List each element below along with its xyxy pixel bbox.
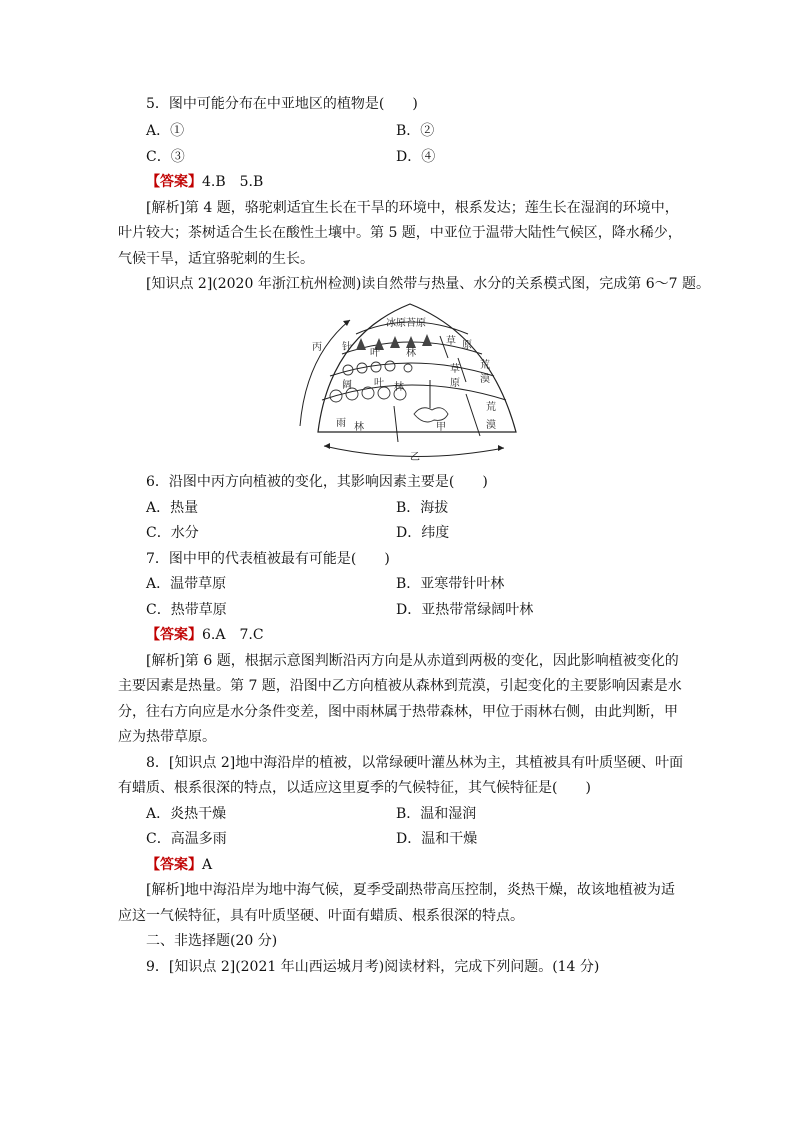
q8-option-d: D．温和干燥	[396, 831, 478, 847]
explanation-8-line-2: 应这一气候特征，具有叶质坚硬、叶面有蜡质、根系很深的特点。	[118, 908, 524, 924]
answer-tag: 【答案】	[146, 857, 202, 873]
explanation-6-7-line-2: 主要因素是热量。第 7 题，沿图中乙方向植被从森林到荒漠，引起变化的主要影响因素是水	[118, 678, 682, 694]
savanna-shape	[414, 408, 448, 422]
q6-option-d: D．纬度	[396, 525, 450, 541]
explanation-8-line-1: [解析]地中海沿岸为地中海气候，夏季受副热带高压控制，炎热干燥，故该地植被为适	[146, 882, 675, 898]
arrow-bing	[300, 320, 350, 426]
question-6-stem: 6．沿图中丙方向植被的变化，其影响因素主要是( )	[146, 474, 488, 490]
divider-5	[466, 394, 480, 436]
q5-option-c: C．③	[146, 149, 185, 165]
answer-6-7	[146, 625, 264, 645]
answer-value: 6.A 7.C	[202, 627, 264, 643]
label-mo2: 漠	[486, 420, 496, 431]
q8-option-c: C．高温多雨	[146, 831, 227, 847]
intro-6-7: [知识点 2](2020 年浙江杭州检测)读自然带与热量、水分的关系模式图，完成第 6～7 题。	[146, 276, 710, 292]
explanation-4-5-line-2: 叶片较大；茶树适合生长在酸性土壤中。第 5 题，中亚位于温带大陆性气候区，降水稀少，	[118, 225, 682, 241]
label-yuan1: 原	[462, 340, 472, 351]
q5-option-a: A．①	[146, 123, 185, 139]
explanation-4-5-line-1: [解析]第 4 题，骆驼刺适宜生长在干旱的环境中，根系发达；莲生长在湿润的环境中，	[146, 200, 679, 216]
answer-8	[146, 855, 212, 875]
q7-option-b: B．亚寒带针叶林	[396, 576, 505, 592]
section-heading: 二、非选择题(20 分)	[146, 933, 278, 949]
q5-option-b: B．②	[396, 123, 435, 139]
answer-4-5	[146, 172, 263, 192]
label-cao2: 草	[450, 364, 460, 375]
q7-option-a: A．温带草原	[146, 576, 227, 592]
label-bing: 丙	[312, 342, 322, 353]
q5-option-d: D．④	[396, 149, 436, 165]
explanation-6-7-line-3: 分，往右方向应是水分条件变差，图中雨林属于热带森林，甲位于雨林右侧，由此判断，甲	[118, 704, 678, 720]
label-yu: 雨	[336, 418, 346, 429]
answer-tag: 【答案】	[146, 174, 202, 190]
label-lin3: 林	[354, 422, 364, 433]
explanation-6-7-line-1: [解析]第 6 题，根据示意图判断沿丙方向是从赤道到两极的变化，因此影响植被变化的	[146, 653, 679, 669]
label-kuo: 阔	[342, 380, 352, 391]
question-9-stem: 9．[知识点 2](2021 年山西运城月考)阅读材料，完成下列问题。(14 分)	[146, 959, 600, 975]
question-5-stem: 5．图中可能分布在中亚地区的植物是( )	[146, 96, 418, 112]
q6-option-b: B．海拔	[396, 500, 449, 516]
label-tundra: 冰原苔原	[386, 318, 426, 329]
label-yuan2: 原	[450, 378, 460, 389]
arrow-yi-head-right	[498, 445, 504, 451]
answer-tag: 【答案】	[146, 627, 202, 643]
explanation-4-5-line-3: 气候干旱，适宜骆驼刺的生长。	[118, 251, 314, 267]
label-lin2: 林	[394, 382, 404, 393]
q6-option-a: A．热量	[146, 500, 199, 516]
label-huang2: 荒	[486, 402, 496, 413]
label-huang1: 荒	[480, 360, 490, 371]
answer-value: A	[202, 857, 213, 873]
answer-value: 4.B 5.B	[202, 174, 264, 190]
label-lin1: 林	[406, 348, 416, 359]
arrow-yi-head-left	[324, 443, 330, 449]
label-mo1: 漠	[480, 374, 490, 385]
divider-4	[394, 406, 398, 442]
label-ye2: 叶	[374, 378, 384, 389]
q6-option-c: C．水分	[146, 525, 199, 541]
label-zhen: 针	[342, 342, 352, 353]
q8-option-a: A．炎热干燥	[146, 806, 227, 822]
natural-zone-diagram	[290, 296, 540, 462]
question-8-stem-line-2: 有蜡质、根系很深的特点，以适应这里夏季的气候特征，其气候特征是( )	[118, 780, 591, 796]
question-8-stem-line-1: 8．[知识点 2]地中海沿岸的植被，以常绿硬叶灌丛林为主，其植被具有叶质坚硬、叶面	[146, 755, 684, 771]
question-7-stem: 7．图中甲的代表植被最有可能是( )	[146, 551, 390, 567]
q7-option-d: D．亚热带常绿阔叶林	[396, 602, 534, 618]
label-yi: 乙	[410, 452, 420, 462]
label-cao1: 草	[446, 336, 456, 347]
explanation-6-7-line-4: 应为热带草原。	[118, 729, 216, 745]
label-ye1: 叶	[370, 348, 380, 359]
q8-option-b: B．温和湿润	[396, 806, 477, 822]
q7-option-c: C．热带草原	[146, 602, 227, 618]
label-jia: 甲	[436, 422, 446, 433]
